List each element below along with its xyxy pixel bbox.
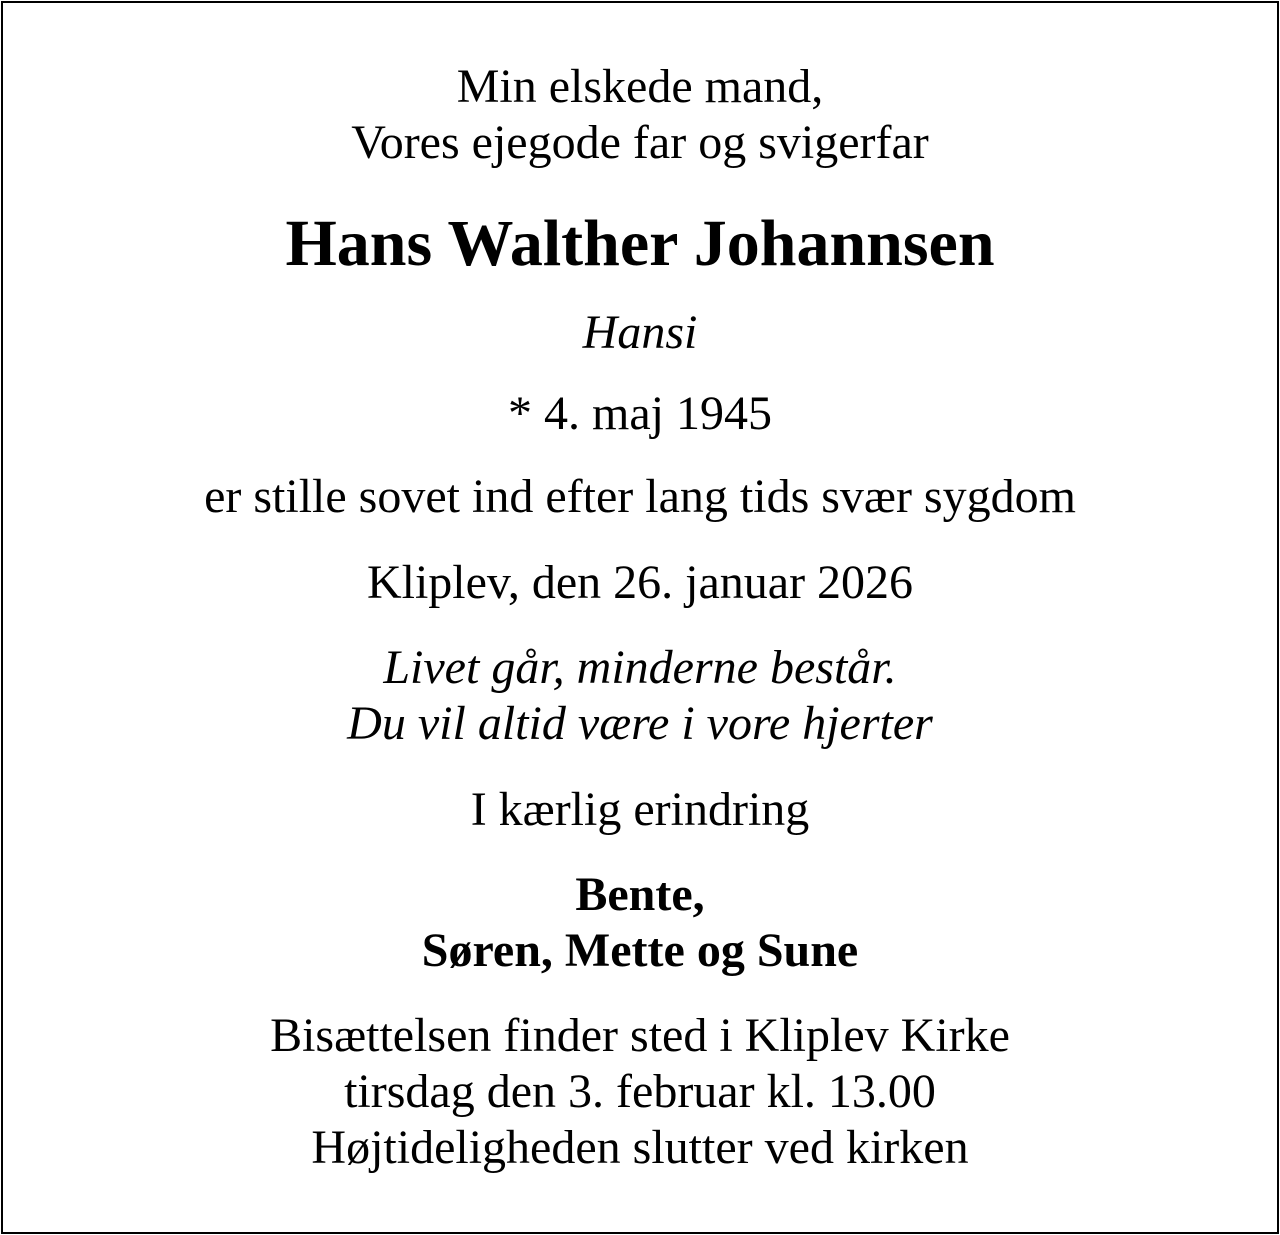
funeral-line-3: Højtideligheden slutter ved kirken — [311, 1121, 969, 1174]
intro-line-2: Vores ejegode far og svigerfar — [351, 116, 929, 169]
signers-line-2: Søren, Mette og Sune — [421, 924, 859, 977]
funeral-line-2: tirsdag den 3. februar kl. 13.00 — [344, 1065, 936, 1118]
signers-line-1: Bente, — [575, 868, 705, 921]
birth-date: * 4. maj 1945 — [508, 387, 772, 440]
deceased-name: Hans Walther Johannsen — [285, 207, 995, 280]
deceased-nickname: Hansi — [582, 306, 698, 359]
memory-phrase: I kærlig erindring — [470, 783, 810, 836]
place-and-date: Kliplev, den 26. januar 2026 — [366, 556, 914, 609]
quote-line-1: Livet går, minderne består. — [383, 641, 897, 694]
intro-line-1: Min elskede mand, — [456, 60, 824, 113]
passing-statement: er stille sovet ind efter lang tids svær sygdom — [204, 470, 1076, 523]
quote-line-2: Du vil altid være i vore hjerter — [347, 697, 933, 750]
funeral-line-1: Bisættelsen finder sted i Kliplev Kirke — [270, 1009, 1010, 1062]
